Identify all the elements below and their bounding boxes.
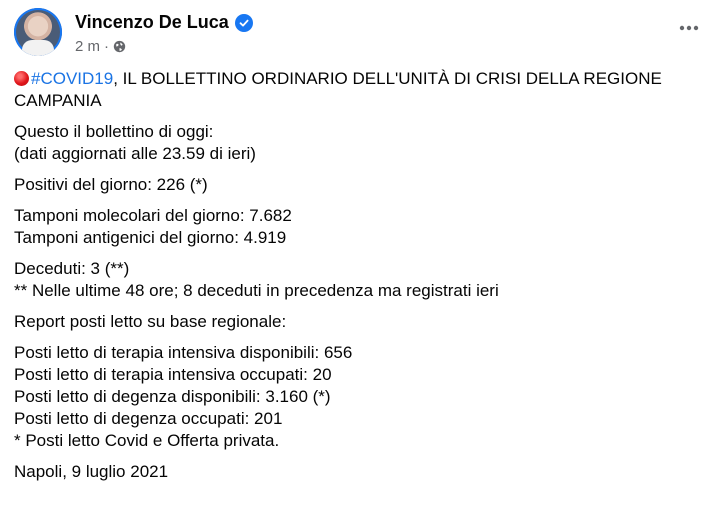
avatar-figure (22, 40, 54, 56)
verified-badge-icon (235, 14, 253, 32)
post-timestamp[interactable]: 2 m (75, 38, 101, 55)
author-name[interactable]: Vincenzo De Luca (75, 12, 229, 32)
paragraph-deaths (14, 258, 693, 302)
paragraph-beds (14, 342, 693, 452)
post-headline (14, 68, 693, 112)
text-line: Positivi del giorno: 226 (*) (14, 175, 208, 194)
post-meta (75, 38, 126, 55)
text-line: * Posti letto Covid e Offerta privata. (14, 431, 280, 450)
text-line: ** Nelle ultime 48 ore; 8 deceduti in precedenza ma registrati ieri (14, 281, 499, 300)
author-avatar[interactable] (14, 8, 62, 56)
paragraph-date (14, 461, 693, 483)
meta-separator: · (104, 38, 110, 55)
globe-icon[interactable] (113, 40, 126, 53)
headline-continuation: CAMPANIA (14, 91, 102, 110)
paragraph-positives (14, 174, 693, 196)
author-line (75, 12, 253, 33)
paragraph-intro (14, 121, 693, 165)
headline-text: , IL BOLLETTINO ORDINARIO DELL'UNITÀ DI CRISI DELLA REGIONE (113, 69, 662, 88)
text-line: Report posti letto su base regionale: (14, 312, 287, 331)
post-body (14, 68, 693, 492)
text-line: Questo il bollettino di oggi: (14, 122, 214, 141)
post-header (14, 8, 707, 58)
text-line: Posti letto di terapia intensiva occupati: 20 (14, 365, 332, 384)
text-line: (dati aggiornati alle 23.59 di ieri) (14, 144, 256, 163)
paragraph-tests (14, 205, 693, 249)
text-line: Posti letto di degenza occupati: 201 (14, 409, 283, 428)
text-line: Tamponi antigenici del giorno: 4.919 (14, 228, 287, 247)
more-options-icon[interactable] (675, 18, 703, 38)
text-line: Posti letto di terapia intensiva disponibili: 656 (14, 343, 353, 362)
red-circle-emoji (14, 71, 29, 86)
hashtag-link[interactable]: #COVID19 (31, 69, 114, 88)
text-line: Tamponi molecolari del giorno: 7.682 (14, 206, 292, 225)
text-line: Posti letto di degenza disponibili: 3.160 (*) (14, 387, 331, 406)
text-line: Napoli, 9 luglio 2021 (14, 462, 169, 481)
paragraph-report-title (14, 311, 693, 333)
text-line: Deceduti: 3 (**) (14, 259, 130, 278)
